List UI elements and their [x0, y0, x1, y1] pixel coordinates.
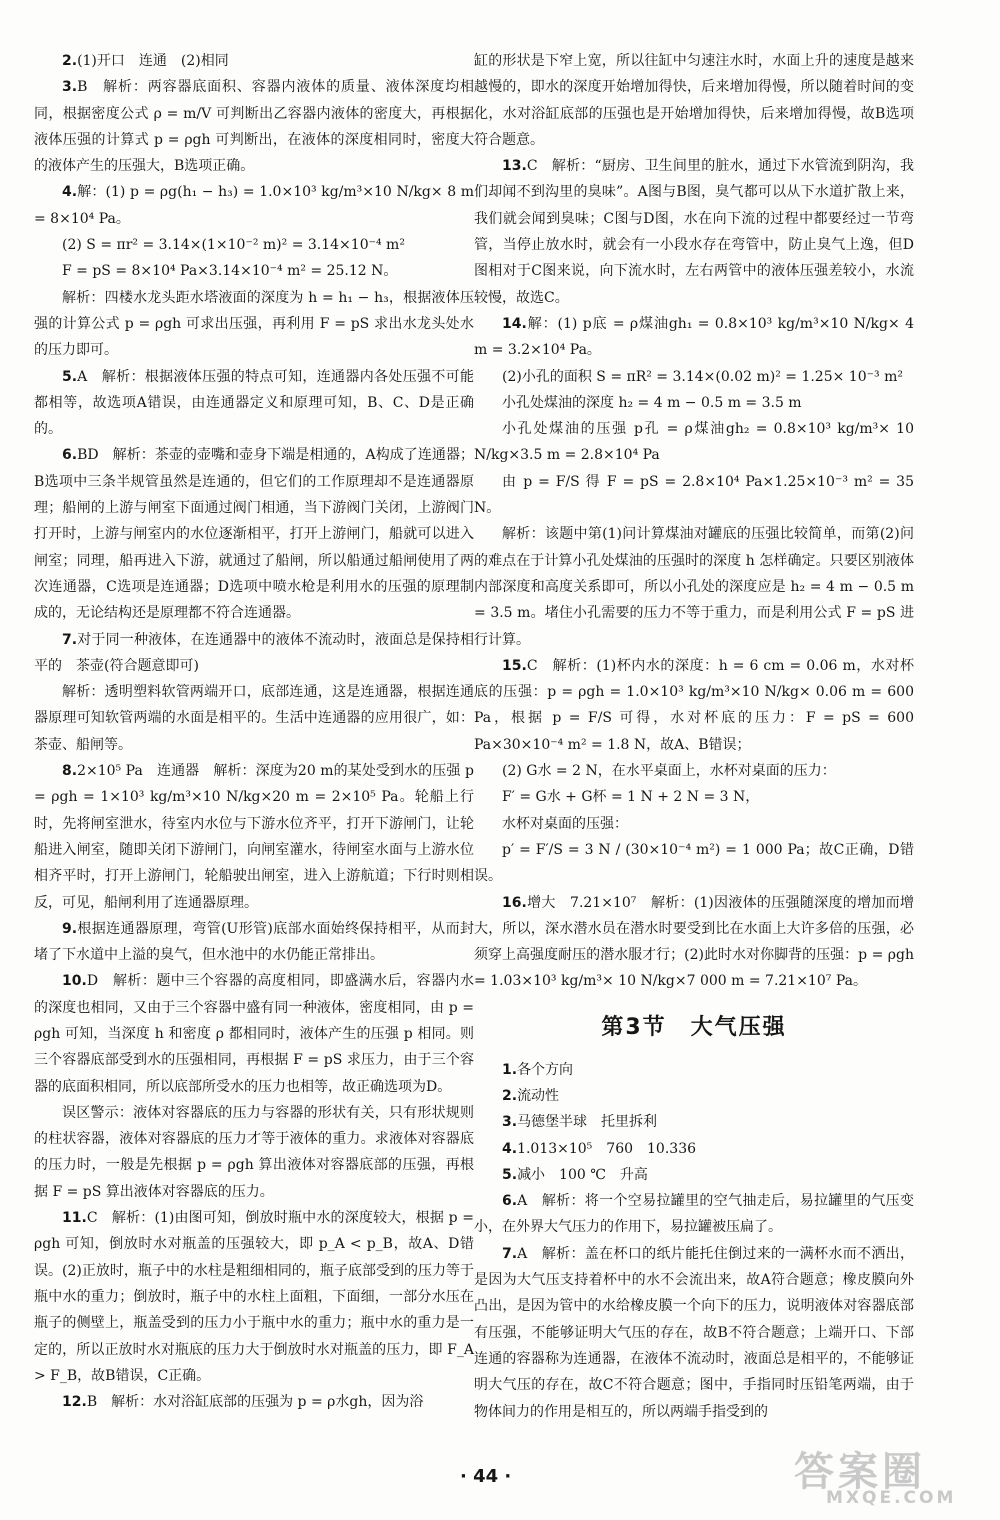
- answer-text: 解析：四楼水龙头距水塔液面的深度为 h = h₁ − h₃，根据液体压强的计算公式 p = ρgh 可求出压强，再利用 F = pS 求出水龙头处水的压力即可。: [34, 289, 474, 359]
- answer-text: F = pS = 8×10⁴ Pa×3.14×10⁻⁴ m² = 25.12 N。: [62, 263, 398, 280]
- answer-text: A 解析：根据液体压强的特点可知，连通器内各处压强不可能都相等，故选项A错误，由连通器定义和原理可知，B、C、D是正确的。: [34, 368, 474, 438]
- answer-text: F′ = G水 + G杯 = 1 N + 2 N = 3 N，: [502, 789, 760, 806]
- question-number: 6.: [502, 1193, 518, 1210]
- answer-paragraph: [474, 1162, 914, 1188]
- question-number: 5.: [502, 1166, 518, 1183]
- question-number: 8.: [62, 763, 78, 780]
- right-column: [474, 48, 914, 1425]
- question-number: 15.: [502, 657, 527, 674]
- answer-paragraph: [474, 837, 914, 890]
- question-number: 1.: [502, 1061, 518, 1078]
- question-number: 12.: [62, 1394, 87, 1411]
- answer-text: 由 p = F/S 得 F = pS = 2.8×10⁴ Pa×1.25×10⁻³ m² = 35 N。: [474, 473, 914, 517]
- question-number: 6.: [62, 447, 78, 464]
- answer-text: BD 解析：茶壶的壶嘴和壶身下端是相通的，A构成了连通器；B选项中三条半规管虽然是连通的，但它们的工作原理却不是连通器原理；船闸的上游与闸室下面通过阀门相通，当下游阀门关闭，上游阀门打开时，上游与闸室内的水位逐渐相平，打开上游闸门，船就可以进入闸室；同理，船再进入下游，就通过了船闸，所以船通过船闸使用了两次连通器，C选项是连通器；D选项中喷水枪是利用水的压强的原理制成的，无论结构还是原理都不符合连通器。: [34, 447, 474, 622]
- answer-paragraph: [34, 1205, 474, 1389]
- answer-paragraph: [474, 521, 914, 652]
- answer-paragraph: [474, 811, 914, 837]
- answer-paragraph: [474, 758, 914, 784]
- section-title: 第3节 大气压强: [601, 1014, 787, 1040]
- answer-paragraph: [34, 442, 474, 626]
- answer-paragraph: [34, 74, 474, 179]
- answer-paragraph: [474, 390, 914, 416]
- answer-paragraph: [474, 1241, 914, 1425]
- answer-text: 各个方向: [517, 1061, 574, 1078]
- right-answers-section3: [474, 1057, 914, 1425]
- left-column: [34, 48, 474, 1415]
- answer-text: p′ = F′/S = 3 N / (30×10⁻⁴ m²) = 1 000 Pa；故C正确，D错误。: [474, 841, 914, 885]
- answer-text: 解析：透明塑料软管两端开口，底部连通，这是连通器，根据连通器原理可知软管两端的水面是相平的。生活中连通器的应用很广，如：茶壶、船闸等。: [34, 684, 474, 753]
- answer-paragraph: [34, 1100, 474, 1205]
- watermark-text: 答案圈: [794, 1449, 926, 1495]
- answer-paragraph: [34, 364, 474, 443]
- answer-text: 2×10⁵ Pa 连通器 解析：深度为20 m的某处受到水的压强 p = ρgh = 1×10³ kg/m³×10 N/kg×20 m = 2×10⁵ Pa。轮船上行时，先将闸室泄水，待室内水位与下游水位齐平，打开下游闸门，让轮船进入闸室，随即关闭下游闸门，向闸室灌水，待闸室水面与上游水位相齐平时，打开上游闸门，轮船驶出闸室，进入上游航道；下行时则相反，可见，船闸利用了连通器原理。: [34, 763, 474, 911]
- answer-text: (2) S = πr² = 3.14×(1×10⁻² m)² = 3.14×10⁻⁴ m²: [62, 237, 405, 254]
- answer-text: 马德堡半球 托里拆利: [517, 1114, 658, 1131]
- answer-text: 对于同一种液体，在连通器中的液体不流动时，液面总是保持相平的 茶壶(符合题意即可): [34, 631, 474, 674]
- page-number: · 44 ·: [460, 1466, 512, 1487]
- question-number: 3.: [62, 79, 78, 96]
- answer-paragraph: [34, 48, 474, 74]
- answer-text: 缸的形状是下窄上宽，所以往缸中匀速注水时，水面上升的速度是越来越慢的，即水的深度开始增加得快，后来增加得慢，所以随着时间的变化，水对浴缸底部的压强也是开始增加得快，后来增加得慢，故B选项符合题意。: [474, 53, 914, 148]
- answer-paragraph: [474, 1057, 914, 1083]
- answer-paragraph: [34, 916, 474, 969]
- watermark-url: MXQE.COM: [826, 1488, 957, 1508]
- answer-paragraph: [474, 1083, 914, 1109]
- answer-paragraph: [34, 1389, 474, 1415]
- answer-text: 解：(1) p底 = ρ煤油gh₁ = 0.8×10³ kg/m³×10 N/kg× 4 m = 3.2×10⁴ Pa。: [474, 315, 914, 359]
- answer-paragraph: [474, 1109, 914, 1135]
- question-number: 11.: [62, 1210, 87, 1227]
- answer-paragraph: [34, 179, 474, 232]
- answer-text: 解析：该题中第(1)问计算煤油对罐底的压强比较简单，而第(2)问的难点在于计算小孔处煤油的压强时的深度 h 怎样确定。只要区别液体内部深度和高度关系即可，所以小孔处的深度应是 h₂ = 4 m − 0.5 m = 3.5 m。堵住小孔需要的压力不等于重力，而是利用公式 F = pS 进行计算。: [474, 526, 914, 648]
- answer-paragraph: [34, 758, 474, 916]
- answer-paragraph: [474, 1188, 914, 1241]
- answer-text: 1.013×10⁵ 760 10.336: [517, 1140, 697, 1157]
- answer-text: C 解析：(1)由图可知，倒放时瓶中水的深度较大，根据 p = ρgh 可知，倒放时水对瓶盖的压强较大，即 p_A < p_B，故A、D错误。(2)正放时，瓶子中的水柱是粗细相同的，瓶子底部受到的压力等于瓶中水的重力；倒放时，瓶子中的水柱上面粗，下面细，一部分水压在瓶子的侧壁上，瓶盖受到的压力小于瓶中水的重力；瓶中水的重力是一定的，所以正放时水对瓶底的压力大于倒放时水对瓶盖的压力，即 F_A > F_B，故B错误，C正确。: [34, 1210, 474, 1384]
- question-number: 5.: [62, 368, 78, 385]
- answer-text: 小孔处煤油的深度 h₂ = 4 m − 0.5 m = 3.5 m: [502, 394, 802, 411]
- question-number: 2.: [62, 53, 78, 69]
- answer-text: C 解析：(1)杯内水的深度：h = 6 cm = 0.06 m，水对杯底的压强：p = ρgh = 1.0×10³ kg/m³×10 N/kg× 0.06 m = 600 Pa，根据 p = F/S 可得，水对杯底的压力：F = pS = 600 Pa×30×10⁻⁴ m² = 1.8 N，故A、B错误；: [474, 657, 914, 753]
- answer-paragraph: [474, 890, 914, 995]
- answer-paragraph: [474, 311, 914, 364]
- question-number: 2.: [502, 1087, 518, 1104]
- answer-paragraph: [474, 48, 914, 153]
- watermark-logo: [786, 1440, 986, 1510]
- question-number: 10.: [62, 973, 87, 990]
- question-number: 4.: [502, 1140, 518, 1157]
- answer-text: (2) G水 = 2 N，在水平桌面上，水杯对桌面的压力：: [502, 763, 836, 780]
- answer-text: C 解析：“厨房、卫生间里的脏水，通过下水管流到阴沟，我们却闻不到沟里的臭味”。A图与B图，臭气都可以从下水道扩散上来，我们就会闻到臭味；C图与D图，水在向下流的过程中都要经过一节弯管，当停止放水时，就会有一小段水存在弯管中，防止臭气上逸，但D图相对于C图来说，向下流水时，左右两管中的液体压强差较小，水流较慢，故选C。: [474, 158, 914, 306]
- question-number: 4.: [62, 184, 78, 201]
- answer-text: B 解析：两容器底面积、容器内液体的质量、液体深度均相同，根据密度公式 ρ = m/V 可判断出乙容器内液体的密度大，再根据液体压强的计算式 p = ρgh 可判断出，在液体的深度相同时，密度大的液体产生的压强大，B选项正确。: [34, 79, 474, 175]
- answer-text: B 解析：水对浴缸底部的压强为 p = ρ水gh，因为浴: [86, 1394, 424, 1411]
- answer-text: (2)小孔的面积 S = πR² = 3.14×(0.02 m)² = 1.25× 10⁻³ m²: [502, 368, 903, 385]
- answer-paragraph: [474, 364, 914, 390]
- answer-paragraph: [474, 469, 914, 522]
- answer-text: 解：(1) p = ρg(h₁ − h₃) = 1.0×10³ kg/m³×10 N/kg× 8 m = 8×10⁴ Pa。: [34, 184, 474, 227]
- answer-text: 减小 100 ℃ 升高: [517, 1166, 648, 1183]
- answer-paragraph: [34, 679, 474, 758]
- answer-text: 水杯对桌面的压强：: [502, 815, 628, 832]
- answer-text: 根据连通器原理，弯管(U形管)底部水面始终保持相平，从而封堵了下水道中上溢的臭气，但水池中的水仍能正常排出。: [34, 920, 474, 964]
- question-number: 3.: [502, 1114, 518, 1131]
- question-number: 14.: [502, 315, 527, 332]
- answer-text: 误区警示：液体对容器底的压力与容器的形状有关，只有形状规则的柱状容器，液体对容器底的压力才等于液体的重力。求液体对容器底的压力时，一般是先根据 p = ρgh 算出液体对容器底部的压强，再根据 F = pS 算出液体对容器底的压力。: [34, 1104, 474, 1200]
- answer-paragraph: [34, 258, 474, 284]
- answer-paragraph: [34, 968, 474, 1099]
- answer-paragraph: [34, 627, 474, 680]
- right-answers: [474, 48, 914, 995]
- answer-text: 流动性: [517, 1087, 560, 1104]
- answer-paragraph: [474, 416, 914, 469]
- answer-text: 增大 7.21×10⁷ 解析：(1)因液体的压强随深度的增加而增大，所以，深水潜水员在潜水时要受到比在水面上大许多倍的压强，必须穿上高强度耐压的潜水服才行；(2)此时水对你脚背的压强：p = ρgh = 1.03×10³ kg/m³× 10 N/kg×7 000 m = 7.21×10⁷ Pa。: [474, 894, 914, 990]
- question-number: 13.: [502, 158, 527, 175]
- answer-text: A 解析：将一个空易拉罐里的空气抽走后，易拉罐里的气压变小，在外界大气压力的作用下，易拉罐被压扁了。: [474, 1193, 914, 1236]
- answer-paragraph: [34, 232, 474, 258]
- question-number: 7.: [502, 1245, 518, 1262]
- answer-paragraph: [34, 285, 474, 364]
- answer-paragraph: [474, 653, 914, 758]
- question-number: 16.: [502, 894, 527, 911]
- question-number: 7.: [62, 631, 78, 648]
- answer-text: D 解析：题中三个容器的高度相同，即盛满水后，容器内水的深度也相同，又由于三个容器中盛有同一种液体，密度相同，由 p = ρgh 可知，当深度 h 和密度 ρ 都相同时，液体产生的压强 p 相同。则三个容器底部受到水的压强相同，再根据 F = pS 求压力，由于三个容器的底面积相同，所以底部所受水的压力也相等，故正确选项为D。: [34, 973, 474, 1095]
- answer-text: 小孔处煤油的压强 p孔 = ρ煤油gh₂ = 0.8×10³ kg/m³× 10 N/kg×3.5 m = 2.8×10⁴ Pa: [474, 421, 914, 464]
- answer-text: A 解析：盖在杯口的纸片能托住倒过来的一满杯水而不洒出，是因为大气压支持着杯中的水不会流出来，故A符合题意；橡皮膜向外凸出，是因为管中的水给橡皮膜一个向下的压力，说明液体对容器底部有压强，不能够证明大气压的存在，故B不符合题意；上端开口、下部连通的容器称为连通器，在液体不流动时，液面总是相平的，不能够证明大气压的存在，故C不符合题意；图中，手指同时压铅笔两端，由于物体间力的作用是相互的，所以两端手指受到的: [474, 1245, 914, 1420]
- question-number: 9.: [62, 920, 78, 937]
- answer-text: (1)开口 连通 (2)相同: [77, 53, 229, 69]
- answer-paragraph: [474, 1136, 914, 1162]
- answer-paragraph: [474, 784, 914, 810]
- answer-paragraph: [474, 153, 914, 311]
